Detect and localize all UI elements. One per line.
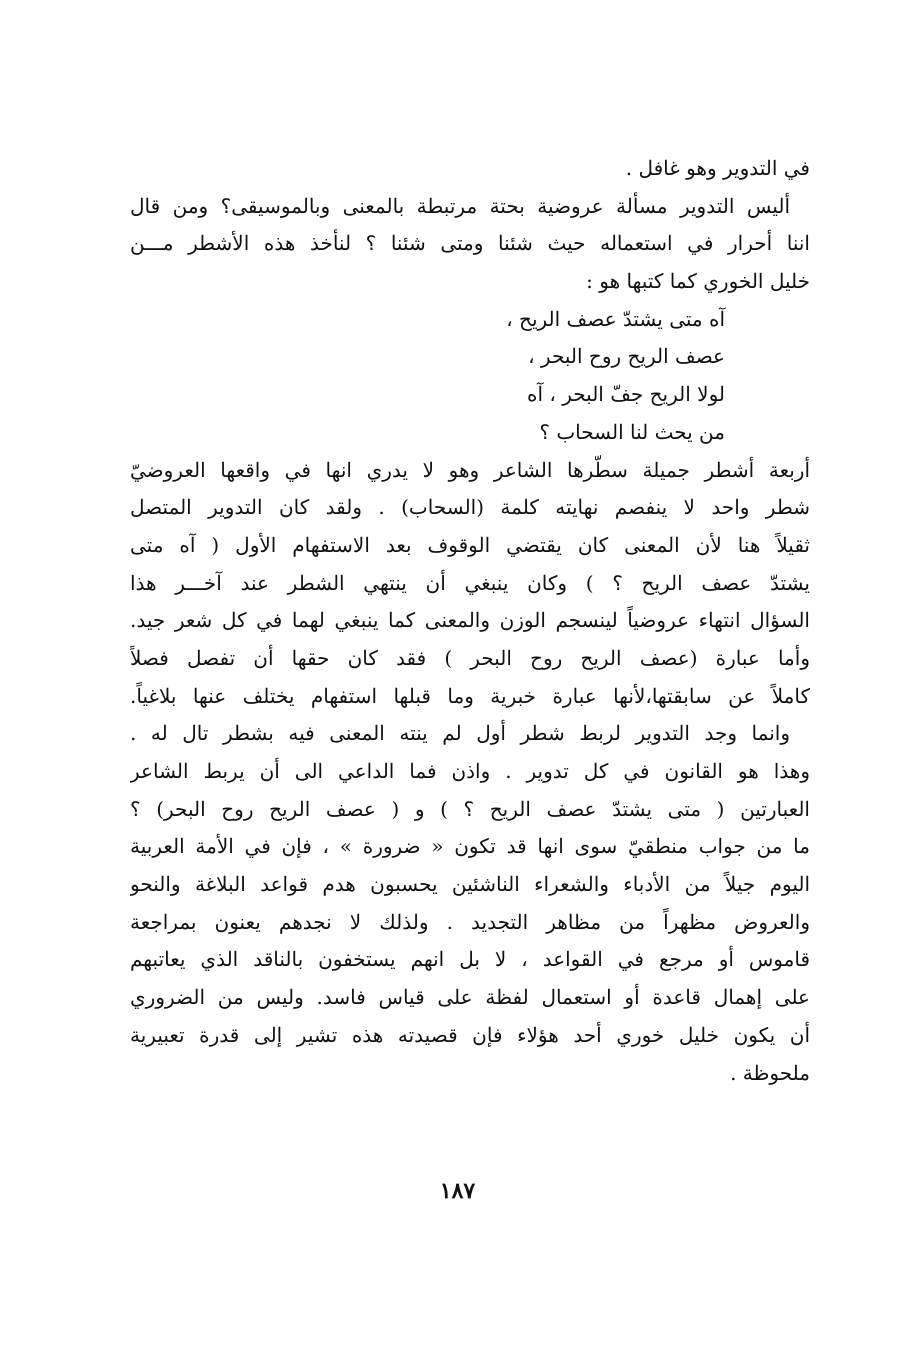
text-line: في التدوير وهو غافل . [625,156,810,180]
verse-line: لولا الريح جفّ البحر ، آه [527,382,725,407]
text-line: ما من جواب منطقيّ سوى انها قد تكون « ضرورة » ، فإن في الأمة العربية [130,834,810,859]
text-line: كاملاً عن سابقتها،لأنها عبارة خبرية وما قبلها استفهام يختلف عنها بلاغياً. [130,683,810,708]
text-line: وانما وجد التدوير لربط شطر أول لم ينته المعنى فيه بشطر تال له . [130,721,790,746]
text-line: العبارتين ( متى يشتدّ عصف الريح ؟ ) و ( عصف الريح روح البحر) ؟ [130,796,810,821]
verse-line: من يحث لنا السحاب ؟ [539,419,725,444]
text-line: أن يكون خليل خوري أحد هؤلاء فإن قصيدته هذه تشير إلى قدرة تعبيرية [130,1022,810,1047]
body-text [130,150,810,1092]
verse-line: آه متى يشتدّ عصف الريح ، [506,306,725,331]
text-line: أليس التدوير مسألة عروضية بحتة مرتبطة بالمعنى وبالموسيقى؟ ومن قال [130,193,790,218]
text-line: يشتدّ عصف الريح ؟ ) وكان ينبغي أن ينتهي الشطر عند آخـــر هذا [130,570,810,595]
text-line: اننا أحرار في استعماله حيث شئنا ومتى شئنا ؟ لنأخذ هذه الأشطر مـــن [130,231,810,256]
poem-excerpt [395,301,725,452]
text-line: خليل الخوري كما كتبها هو : [586,269,810,294]
text-line: وأما عبارة (عصف الريح روح البحر ) فقد كان حقها أن تفصل فصلاً [130,645,810,670]
text-line: ملحوظة . [730,1060,810,1085]
text-line: والعروض مظهراً من مظاهر التجديد . ولذلك لا نجدهم يعنون بمراجعة [130,909,810,934]
verse-line: عصف الريح روح البحر ، [528,344,725,369]
text-line: على إهمال قاعدة أو استعمال لفظة على قياس فاسد. وليس من الضروري [130,985,810,1010]
text-line: وهذا هو القانون في كل تدوير . واذن فما الداعي الى أن يربط الشاعر [130,759,810,783]
text-line: قاموس أو مرجع في القواعد ، لا بل انهم يستخفون بالناقد الذي يعاتبهم [130,947,810,972]
text-line: ثقيلاً هنا لأن المعنى كان يقتضي الوقوف بعد الاستفهام الأول ( آه متى [130,532,810,557]
text-line: السؤال انتهاء عروضياً لينسجم الوزن والمعنى كما ينبغي لهما في كل شعر جيد. [130,608,810,633]
text-line: أربعة أشطر جميلة سطّرها الشاعر وهو لا يدري انها في واقعها العروضيّ [130,457,810,482]
page-number: ١٨٧ [439,1178,476,1204]
text-line: اليوم جيلاً من الأدباء والشعراء الناشئين يحسبون هدم قواعد البلاغة والنحو [130,872,810,897]
text-line: شطر واحد لا ينفصم نهايته كلمة (السحاب) . ولقد كان التدوير المتصل [130,495,810,520]
